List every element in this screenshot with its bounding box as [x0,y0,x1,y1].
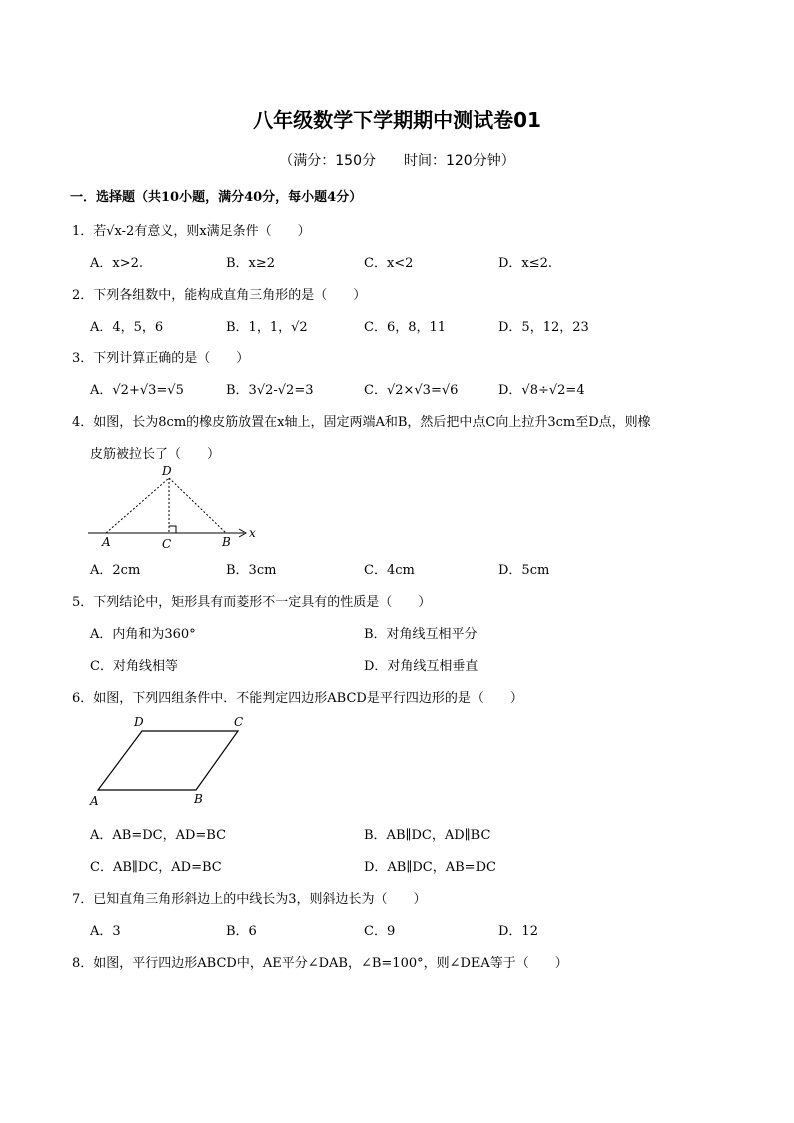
question-4-option-c: C．4cm [364,563,415,578]
question-7-stem: 7．已知直角三角形斜边上的中线长为3，则斜边长为（ ） [72,892,427,907]
question-6-option-c: C．AB∥DC，AD=BC [90,860,222,875]
question-5-option-a: A．内角和为360° [90,627,196,642]
label-d: D [134,715,144,729]
question-6-figure [88,712,258,812]
label-b: B [222,535,231,549]
question-7-option-c: C．9 [364,924,396,939]
question-5-stem: 5．下列结论中，矩形具有而菱形不一定具有的性质是（ ） [72,595,432,610]
question-1-option-b: B．x≥2 [226,256,276,271]
label-c: C [162,537,172,551]
question-3-option-a: A．√2+√3=√5 [90,383,184,398]
question-6-option-b: B．AB∥DC，AD∥BC [364,828,491,843]
section-heading: 一．选择题（共10小题，满分40分，每小题4分） [70,190,363,205]
label-x: x [249,526,256,540]
question-5-option-b: B．对角线互相平分 [364,627,478,642]
question-3-option-d: D．√8÷√2=4 [498,383,585,398]
question-1-stem: 1．若√x-2有意义，则x满足条件（ ） [72,224,311,239]
question-2-option-c: C．6，8，11 [364,320,447,335]
question-1-option-d: D．x≤2. [498,256,553,271]
question-2-option-b: B．1，1，√2 [226,320,308,335]
segment-db [169,478,226,533]
label-d: D [162,464,172,478]
question-2-stem: 2．下列各组数中，能构成直角三角形的是（ ） [72,288,367,303]
page-subtitle: （满分：150分 时间：120分钟） [279,153,515,169]
label-b: B [194,792,203,806]
question-2-option-d: D．5，12，23 [498,320,589,335]
question-3-option-c: C．√2×√3=√6 [364,383,459,398]
question-7-option-b: B．6 [226,924,257,939]
segment-ad [106,478,169,533]
parallelogram-abcd [98,731,238,790]
question-4-figure [84,464,264,554]
question-1-option-c: C．x<2 [364,256,414,271]
question-4-stem: 4．如图，长为8cm的橡皮筋放置在x轴上，固定两端A和B，然后把中点C向上拉升3cm至D点，则橡 [72,415,651,430]
question-1-option-a: A．x>2. [90,256,144,271]
label-a: A [90,794,99,808]
question-6-stem: 6．如图，下列四组条件中．不能判定四边形ABCD是平行四边形的是（ ） [72,691,523,706]
question-7-option-a: A．3 [90,924,121,939]
label-a: A [102,535,111,549]
question-5-option-c: C．对角线相等 [90,659,178,674]
right-angle-mark [169,526,176,533]
question-3-option-b: B．3√2-√2=3 [226,383,314,398]
question-6-option-d: D．AB∥DC，AB=DC [364,860,496,875]
question-4-stem-cont: 皮筋被拉长了（ ） [90,447,221,462]
question-5-option-d: D．对角线互相垂直 [364,659,479,674]
page-title: 八年级数学下学期期中测试卷01 [253,108,541,132]
question-2-option-a: A．4，5，6 [90,320,164,335]
question-3-stem: 3．下列计算正确的是（ ） [72,351,250,366]
question-4-option-b: B．3cm [226,563,277,578]
question-4-option-a: A．2cm [90,563,141,578]
question-6-option-a: A．AB=DC，AD=BC [90,828,227,843]
question-4-option-d: D．5cm [498,563,550,578]
question-7-option-d: D．12 [498,924,538,939]
label-c: C [234,715,244,729]
question-8-stem: 8．如图，平行四边形ABCD中，AE平分∠DAB，∠B=100°，则∠DEA等于（ ） [72,956,568,971]
